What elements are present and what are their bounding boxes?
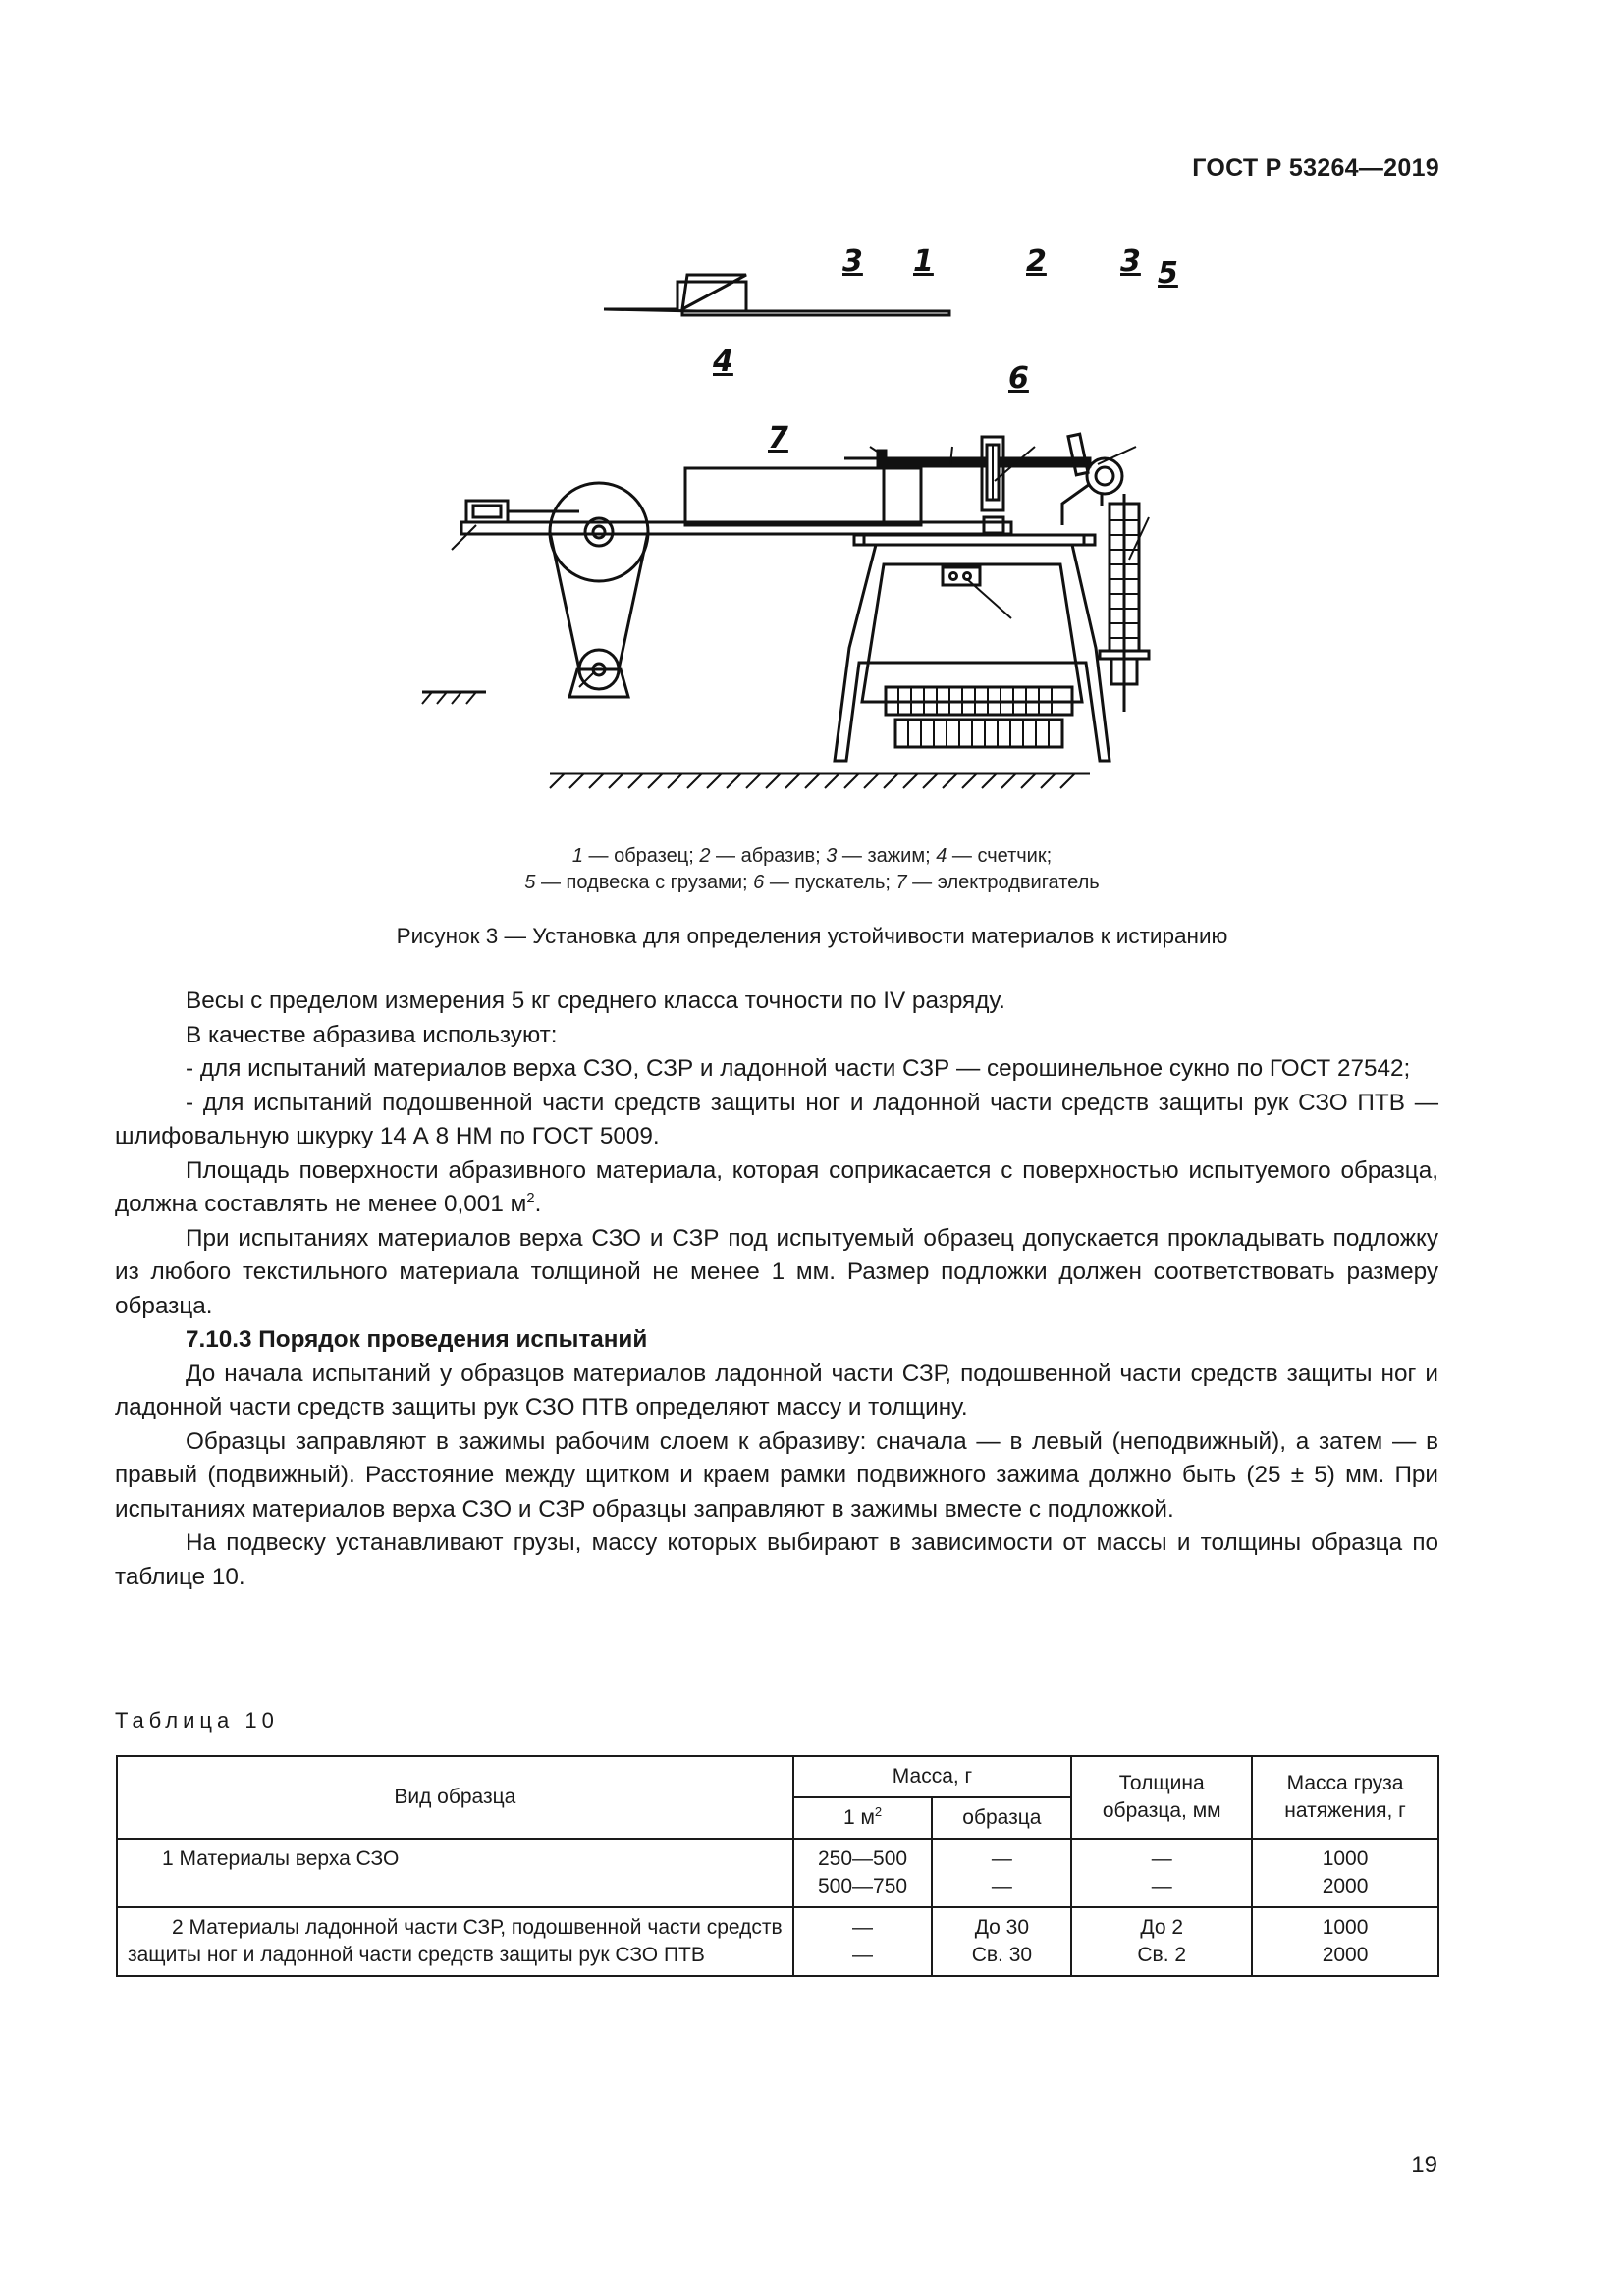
callout-2: 2: [1026, 244, 1047, 279]
table-10: [116, 1755, 1439, 1977]
apparatus-figure: [422, 240, 1178, 810]
table-row: [117, 1907, 1438, 1976]
table-row: [117, 1839, 1438, 1907]
table-title: Таблица 10: [115, 1708, 279, 1733]
figure-legend-line-2: 5 — подвеска с грузами; 6 — пускатель; 7 — электродвигатель: [524, 872, 1100, 893]
body-text: [115, 985, 1438, 1594]
callout-3-right: 3: [1120, 244, 1141, 279]
paragraph: Площадь поверхности абразивного материала, которая соприкасается с поверхностью испытуемого образца, должна составлять не менее 0,001 $м^2$.: [115, 1156, 1438, 1217]
callout-3-left: 3: [842, 244, 863, 279]
header-kind: Вид образца: [117, 1756, 793, 1839]
paragraph: До начала испытаний у образцов материалов ладонной части СЗР, подошвенной части средств защиты ног и ладонной части средств защиты рук СЗО ПТВ определяют массу и толщину.: [115, 1360, 1438, 1420]
paragraph: Весы с пределом измерения 5 кг среднего класса точности по IV разряду.: [186, 988, 1005, 1014]
table-header-row: [117, 1756, 1438, 1797]
document-header: ГОСТ Р 53264—2019: [1192, 154, 1439, 182]
header-load: Масса груза натяжения, г: [1252, 1756, 1438, 1839]
callout-4: 4: [713, 345, 733, 379]
header-mass: Масса, г: [793, 1756, 1072, 1797]
cell-load: 1000 2000: [1252, 1907, 1438, 1976]
figure-legend-line-1: 1 — образец; 2 — абразив; 3 — зажим; 4 — счетчик;: [571, 845, 1053, 867]
cell-kind: 1 Материалы верха СЗО: [117, 1839, 793, 1907]
list-item: - для испытаний материалов верха СЗО, СЗР и ладонной части СЗР — серошинельное сукно по ГОСТ 27542;: [186, 1055, 1411, 1082]
figure-caption: Рисунок 3 — Установка для определения устойчивости материалов к истиранию: [396, 924, 1228, 948]
page-number: 19: [1411, 2152, 1437, 2178]
section-heading: 7.10.3 Порядок проведения испытаний: [186, 1326, 648, 1353]
callout-1: 1: [913, 244, 934, 279]
cell-sample: До 30 Св. 30: [932, 1907, 1071, 1976]
cell-load: 1000 2000: [1252, 1839, 1438, 1907]
callout-6: 6: [1008, 361, 1029, 396]
header-sample: образца: [932, 1797, 1071, 1839]
callout-7: 7: [768, 421, 788, 455]
cell-kind: 2 Материалы ладонной части СЗР, подошвенной части средств защиты ног и ладонной части средств защиты рук СЗО ПТВ: [117, 1907, 793, 1976]
paragraph: Образцы заправляют в зажимы рабочим слоем к абразиву: сначала — в левый (неподвижный), а затем — в правый (подвижный). Расстояние между щитком и краем рамки подвижного зажима должно быть (25 ± 5) мм. При испытаниях материалов верха СЗО и СЗР образцы заправляют в зажимы вместе с подложкой.: [115, 1427, 1438, 1522]
paragraph: При испытаниях материалов верха СЗО и СЗР под испытуемый образец допускается прокладывать подложку из любого текстильного материала толщиной не менее 1 мм. Размер подложки должен соответствовать размеру образца.: [115, 1224, 1438, 1319]
header-thickness: Толщина образца, мм: [1071, 1756, 1252, 1839]
header-per-m2: 1 $м^2$: [793, 1797, 933, 1839]
list-item: - для испытаний подошвенной части средств защиты ног и ладонной части средств защиты рук СЗО ПТВ — шлифовальную шкурку 14 А 8 НМ по ГОСТ 5009.: [115, 1089, 1438, 1149]
cell-thickness: До 2 Св. 2: [1071, 1907, 1252, 1976]
cell-per-m2: — —: [793, 1907, 933, 1976]
cell-sample: — —: [932, 1839, 1071, 1907]
paragraph: В качестве абразива используют:: [186, 1021, 558, 1048]
callout-5: 5: [1158, 256, 1178, 291]
paragraph: На подвеску устанавливают грузы, массу которых выбирают в зависимости от массы и толщины образца по таблице 10.: [115, 1529, 1438, 1590]
cell-thickness: — —: [1071, 1839, 1252, 1907]
cell-per-m2: 250—500 500—750: [793, 1839, 933, 1907]
